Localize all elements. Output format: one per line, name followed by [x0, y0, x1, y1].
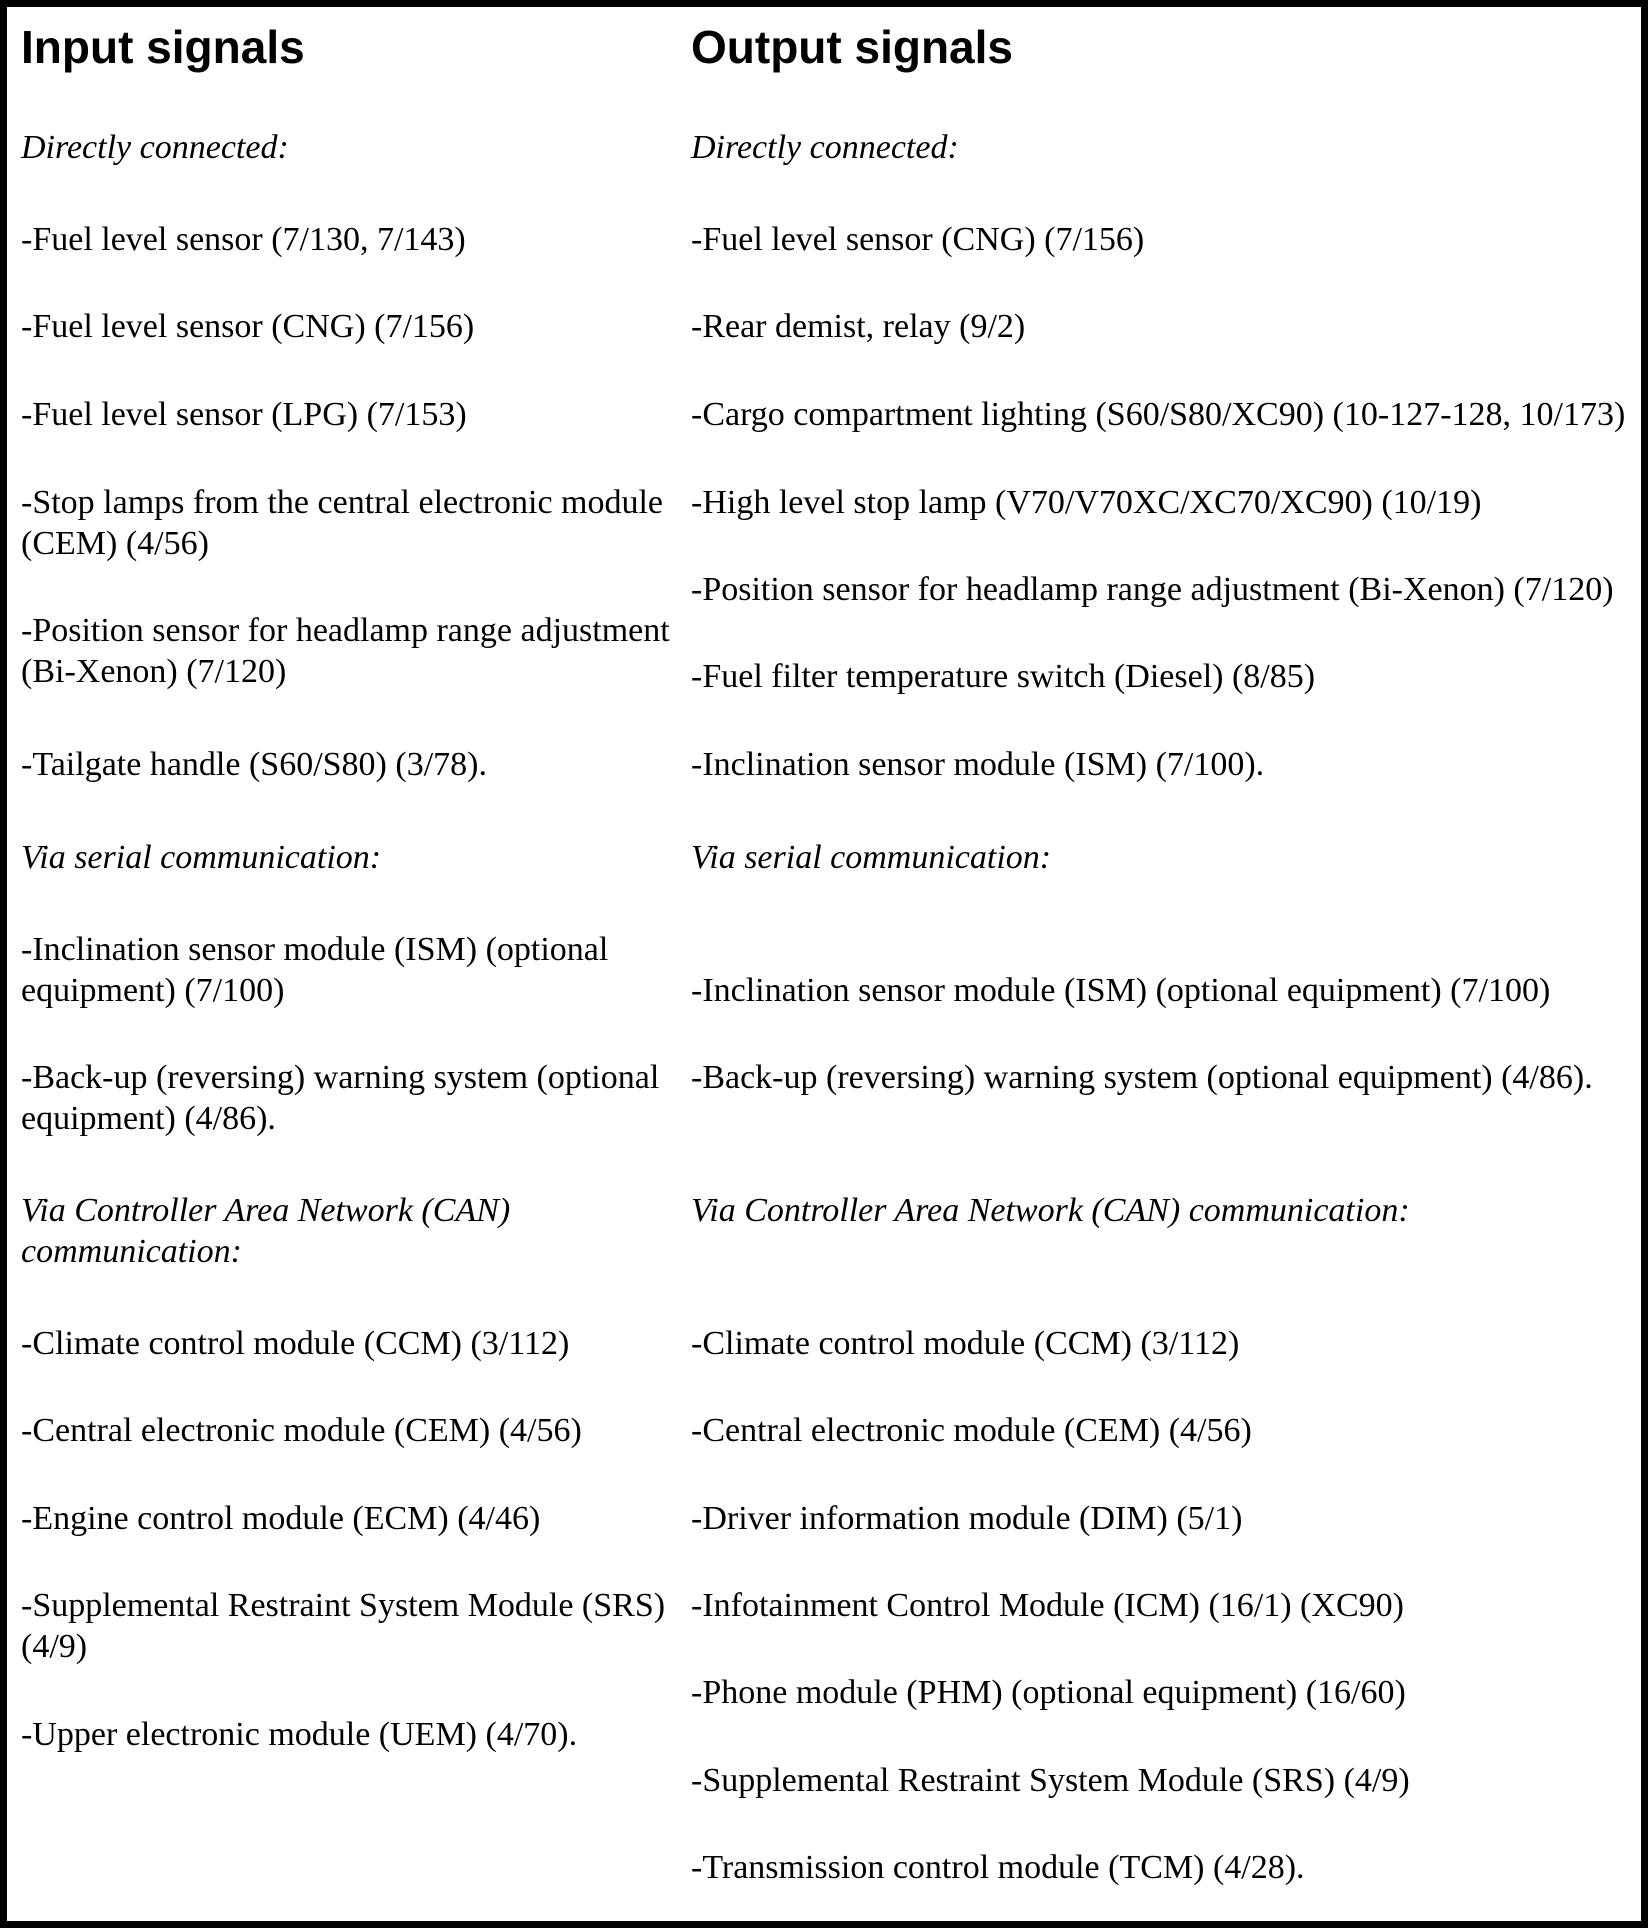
output-heading: Output signals — [691, 21, 1013, 73]
output-can-item: -Climate control module (CCM) (3/112) — [691, 1325, 1240, 1362]
output-direct-title: Directly connected: — [691, 129, 959, 166]
output-can-item: -Transmission control module (TCM) (4/28). — [691, 1849, 1305, 1886]
input-direct-item-cont: (CEM) (4/56) — [21, 525, 209, 562]
output-can-item: -Central electronic module (CEM) (4/56) — [691, 1412, 1252, 1449]
output-can-item: -Phone module (PHM) (optional equipment) (16/60) — [691, 1674, 1406, 1711]
input-serial-item: -Back-up (reversing) warning system (optional — [21, 1059, 660, 1096]
input-can-title-cont: communication: — [21, 1233, 242, 1270]
output-serial-item: -Back-up (reversing) warning system (optional equipment) (4/86). — [691, 1059, 1593, 1096]
input-serial-item-cont: equipment) (7/100) — [21, 972, 285, 1009]
input-can-item: -Engine control module (ECM) (4/46) — [21, 1500, 541, 1537]
input-can-item: -Upper electronic module (UEM) (4/70). — [21, 1716, 578, 1753]
output-serial-item: -Inclination sensor module (ISM) (optional equipment) (7/100) — [691, 972, 1551, 1009]
output-can-item: -Driver information module (DIM) (5/1) — [691, 1500, 1243, 1537]
output-serial-title: Via serial communication: — [691, 839, 1052, 876]
output-direct-item: -Cargo compartment lighting (S60/S80/XC90) (10-127-128, 10/173) — [691, 396, 1626, 433]
input-can-item: -Supplemental Restraint System Module (SRS) — [21, 1587, 666, 1624]
input-serial-item: -Inclination sensor module (ISM) (optional — [21, 931, 609, 968]
input-serial-title: Via serial communication: — [21, 839, 382, 876]
output-direct-item: -Inclination sensor module (ISM) (7/100). — [691, 746, 1265, 783]
output-can-item: -Infotainment Control Module (ICM) (16/1) (XC90) — [691, 1587, 1404, 1624]
output-direct-item: -Rear demist, relay (9/2) — [691, 308, 1026, 345]
input-can-title: Via Controller Area Network (CAN) — [21, 1192, 511, 1229]
input-direct-item-cont: (Bi-Xenon) (7/120) — [21, 653, 287, 690]
output-can-item: -Supplemental Restraint System Module (SRS) (4/9) — [691, 1762, 1410, 1799]
input-direct-item: -Fuel level sensor (CNG) (7/156) — [21, 308, 475, 345]
input-direct-item: -Stop lamps from the central electronic module — [21, 484, 664, 521]
input-direct-item: -Position sensor for headlamp range adjustment — [21, 612, 670, 649]
output-direct-item: -Position sensor for headlamp range adjustment (Bi-Xenon) (7/120) — [691, 571, 1614, 608]
output-direct-item: -Fuel filter temperature switch (Diesel) (8/85) — [691, 658, 1316, 695]
input-can-item-cont: (4/9) — [21, 1628, 88, 1665]
output-direct-item: -High level stop lamp (V70/V70XC/XC70/XC90) (10/19) — [691, 484, 1482, 521]
output-can-title: Via Controller Area Network (CAN) communication: — [691, 1192, 1410, 1229]
input-direct-title: Directly connected: — [21, 129, 289, 166]
input-can-item: -Climate control module (CCM) (3/112) — [21, 1325, 570, 1362]
input-heading: Input signals — [21, 21, 305, 73]
output-direct-item: -Fuel level sensor (CNG) (7/156) — [691, 221, 1145, 258]
input-direct-item: -Fuel level sensor (LPG) (7/153) — [21, 396, 467, 433]
input-direct-item: -Fuel level sensor (7/130, 7/143) — [21, 221, 466, 258]
input-direct-item: -Tailgate handle (S60/S80) (3/78). — [21, 746, 487, 783]
input-serial-item-cont: equipment) (4/86). — [21, 1100, 276, 1137]
input-can-item: -Central electronic module (CEM) (4/56) — [21, 1412, 582, 1449]
